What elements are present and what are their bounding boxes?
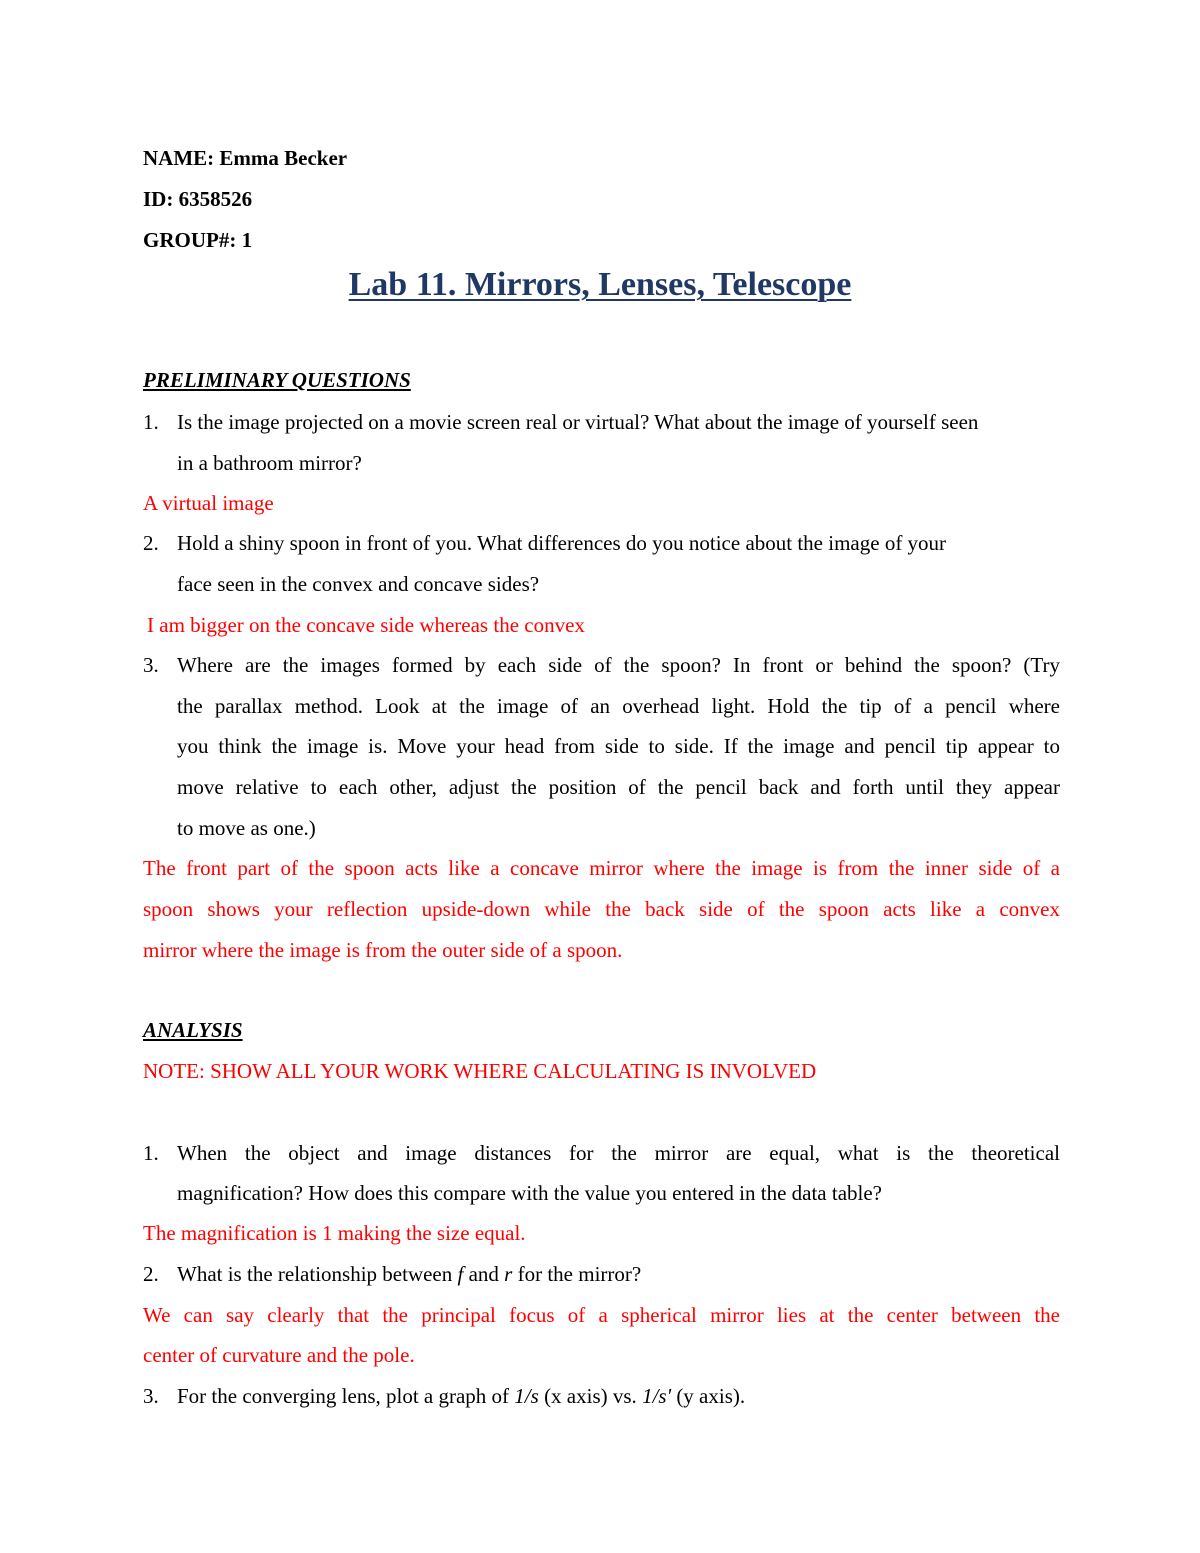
analysis-a2-line2: center of curvature and the pole.: [143, 1343, 415, 1367]
analysis-q2-text: [177, 1264, 641, 1285]
prelim-a3-line3: mirror where the image is from the outer side of a spoon.: [143, 938, 623, 962]
prelim-q3-line4: move relative to each other, adjust the position of the pencil back and forth until they appear: [177, 775, 1060, 799]
analysis-q1-line1: When the object and image distances for the mirror are equal, what is the theoretical: [177, 1141, 1060, 1165]
preliminary-heading: PRELIMINARY QUESTIONS: [143, 368, 411, 392]
analysis-q3-text: [177, 1386, 745, 1407]
analysis-q3-number: 3.: [143, 1384, 159, 1408]
analysis-q3-text-after: (y axis).: [671, 1384, 746, 1408]
lab-title: Lab 11. Mirrors, Lenses, Telescope: [348, 266, 852, 303]
analysis-q1-line2: magnification? How does this compare with the value you entered in the data table?: [177, 1181, 883, 1205]
prelim-a3-line1: The front part of the spoon acts like a concave mirror where the image is from the inner side of a: [143, 856, 1060, 880]
variable-f: f: [457, 1262, 464, 1286]
analysis-q2-text-after: for the mirror?: [512, 1262, 642, 1286]
analysis-q3-text-before: For the converging lens, plot a graph of: [177, 1384, 515, 1408]
variable-r: r: [504, 1262, 513, 1286]
student-id: ID: 6358526: [143, 187, 253, 211]
prelim-a3-line2: spoon shows your reflection upside-down while the back side of the spoon acts like a convex: [143, 897, 1060, 921]
prelim-q1-line1: Is the image projected on a movie screen real or virtual? What about the image of yourself seen: [177, 410, 979, 434]
prelim-a1: A virtual image: [143, 491, 274, 515]
analysis-q2-text-before: What is the relationship between: [177, 1262, 458, 1286]
analysis-q3-text-mid: (x axis) vs.: [538, 1384, 643, 1408]
prelim-q1-number: 1.: [143, 410, 159, 434]
analysis-a1: The magnification is 1 making the size equal.: [143, 1221, 526, 1245]
group-number: GROUP#: 1: [143, 228, 253, 252]
prelim-q3-line3: you think the image is. Move your head from side to side. If the image and pencil tip appear to: [177, 734, 1060, 758]
analysis-q2-number: 2.: [143, 1262, 159, 1286]
student-name: NAME: Emma Becker: [143, 146, 348, 170]
prelim-q2-line2: face seen in the convex and concave sides?: [177, 572, 540, 596]
prelim-q2-number: 2.: [143, 531, 159, 555]
prelim-q1-line2: in a bathroom mirror?: [177, 451, 362, 475]
prelim-q3-number: 3.: [143, 653, 159, 677]
prelim-q3-line1: Where are the images formed by each side of the spoon? In front or behind the spoon? (Try: [177, 653, 1060, 677]
analysis-note: NOTE: SHOW ALL YOUR WORK WHERE CALCULATING IS INVOLVED: [143, 1059, 817, 1083]
prelim-q3-line5: to move as one.): [177, 816, 316, 840]
analysis-heading: ANALYSIS: [143, 1018, 243, 1042]
variable-one-over-s-prime: 1/s': [642, 1384, 672, 1408]
prelim-q2-line1: Hold a shiny spoon in front of you. What differences do you notice about the image of your: [177, 531, 947, 555]
prelim-q3-line2: the parallax method. Look at the image of an overhead light. Hold the tip of a pencil where: [177, 694, 1060, 718]
analysis-q2-text-mid: and: [463, 1262, 505, 1286]
prelim-a2: I am bigger on the concave side whereas the convex: [147, 613, 585, 637]
variable-one-over-s: 1/s: [514, 1384, 539, 1408]
analysis-q1-number: 1.: [143, 1141, 159, 1165]
analysis-a2-line1: We can say clearly that the principal focus of a spherical mirror lies at the center between the: [143, 1303, 1060, 1327]
